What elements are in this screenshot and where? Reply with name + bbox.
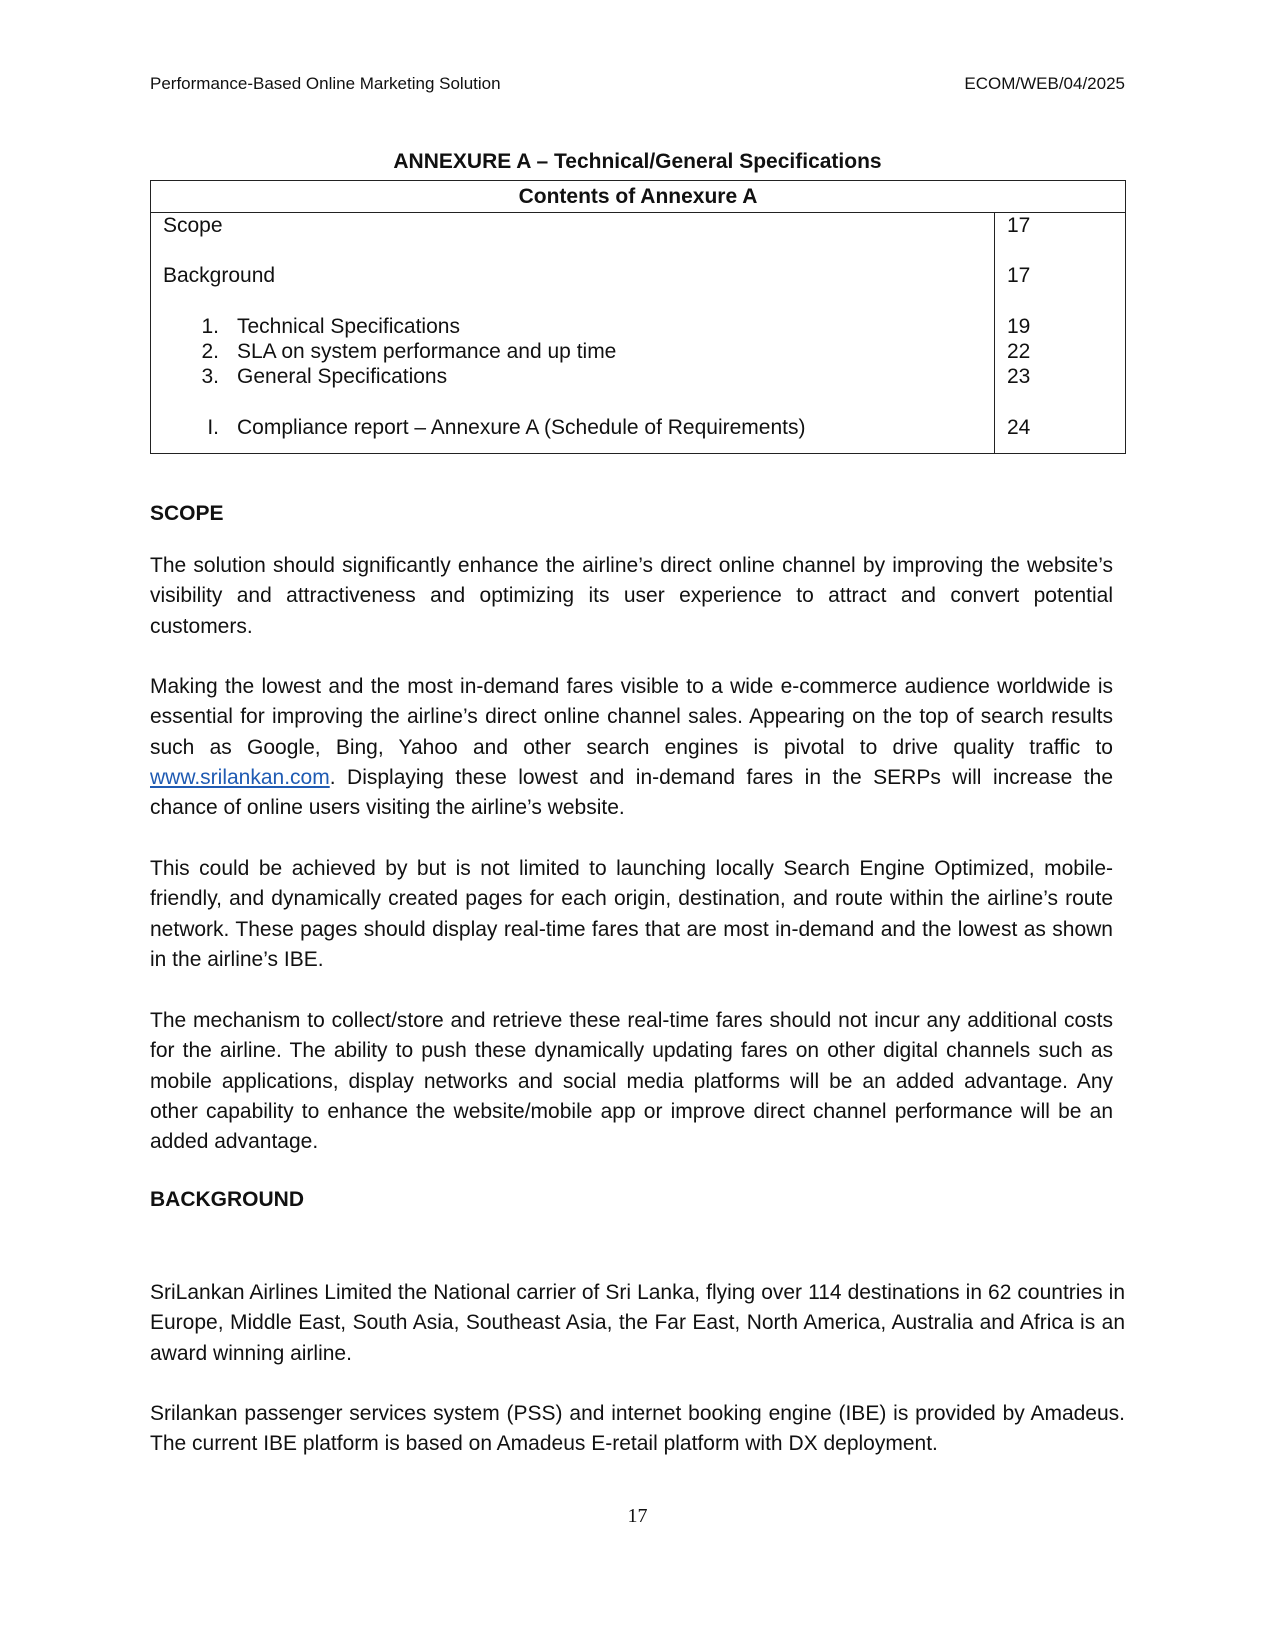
toc-label: Compliance report – Annexure A (Schedule of Requirements) — [237, 416, 806, 439]
scope-paragraph-1: The solution should significantly enhance the airline’s direct online channel by improving the website’s visibility and attractiveness and optimizing its user experience to attract and convert potential customers. — [150, 554, 1113, 638]
toc-page: 19 — [1007, 315, 1031, 338]
toc-page: 24 — [1007, 416, 1031, 439]
page-number: 17 — [627, 1505, 648, 1527]
toc-label: General Specifications — [237, 365, 448, 388]
toc-row-background — [151, 263, 1125, 289]
background-paragraph-2: Srilankan passenger services system (PSS) and internet booking engine (IBE) is provided by Amadeus. The current IBE platform is based on Amadeus E-retail platform with DX deployment. — [150, 1402, 1125, 1456]
toc-page: 23 — [1007, 365, 1031, 388]
annexure-contents-table — [150, 180, 1126, 454]
toc-number: 3. — [201, 365, 219, 388]
contents-table-body — [151, 213, 1125, 453]
scope-paragraph-2-text-end: . Displaying these lowest and in-demand fares in the SERPs will increase the chance of online users visiting the airline’s website. — [150, 765, 1113, 820]
toc-label: Scope — [163, 214, 223, 237]
header-document-title: Performance-Based Online Marketing Solution — [150, 74, 501, 93]
scope-paragraph-4: The mechanism to collect/store and retrieve these real-time fares should not incur any additional costs for the airline. The ability to push these dynamically updating fares on other digital channels such as mobile applications, display networks and social media platforms will be an added advantage. Any other capability to enhance the website/mobile app or improve direct channel performance will be an added advantage. — [150, 1009, 1113, 1154]
background-heading: BACKGROUND — [150, 1188, 304, 1211]
scope-paragraph-2-text: Making the lowest and the most in-demand fares visible to a wide e-commerce audience worldwide is essential for improving the airline’s direct online channel sales. Appearing on the top of search results such as Google, Bing, Yahoo and other search engines is pivotal to drive quality traffic to — [150, 675, 1113, 759]
scope-heading: SCOPE — [150, 502, 224, 525]
toc-number: 2. — [201, 340, 219, 363]
toc-page: 17 — [1007, 264, 1031, 287]
toc-number: I. — [207, 416, 219, 439]
toc-page: 17 — [1007, 214, 1031, 237]
background-paragraph-1: SriLankan Airlines Limited the National carrier of Sri Lanka, flying over 114 destinations in 62 countries in Europe, Middle East, South Asia, Southeast Asia, the Far East, North America, Australia and Africa is an award winning airline. — [150, 1281, 1125, 1365]
annexure-title: ANNEXURE A – Technical/General Specifications — [393, 150, 882, 173]
toc-number: 1. — [201, 315, 219, 338]
scope-paragraph-2 — [150, 672, 1113, 823]
toc-row-general-specifications — [151, 364, 1125, 390]
toc-row-sla — [151, 339, 1125, 365]
scope-paragraph-3: This could be achieved by but is not limited to launching locally Search Engine Optimized, mobile-friendly, and dynamically created pages for each origin, destination, and route within the airline’s route network. These pages should display real-time fares that are most in-demand and the lowest as shown in the airline’s IBE. — [150, 857, 1113, 971]
toc-row-scope — [151, 213, 1125, 239]
toc-label: Background — [163, 264, 276, 287]
toc-row-technical-specifications — [151, 314, 1125, 340]
toc-label: Technical Specifications — [237, 315, 460, 338]
header-reference-code: ECOM/WEB/04/2025 — [964, 74, 1125, 93]
toc-page: 22 — [1007, 340, 1031, 363]
toc-row-compliance-report — [151, 415, 1125, 441]
toc-label: SLA on system performance and up time — [237, 340, 617, 363]
contents-table-heading: Contents of Annexure A — [151, 181, 1125, 213]
srilankan-website-link[interactable]: www.srilankan.com — [150, 765, 330, 789]
